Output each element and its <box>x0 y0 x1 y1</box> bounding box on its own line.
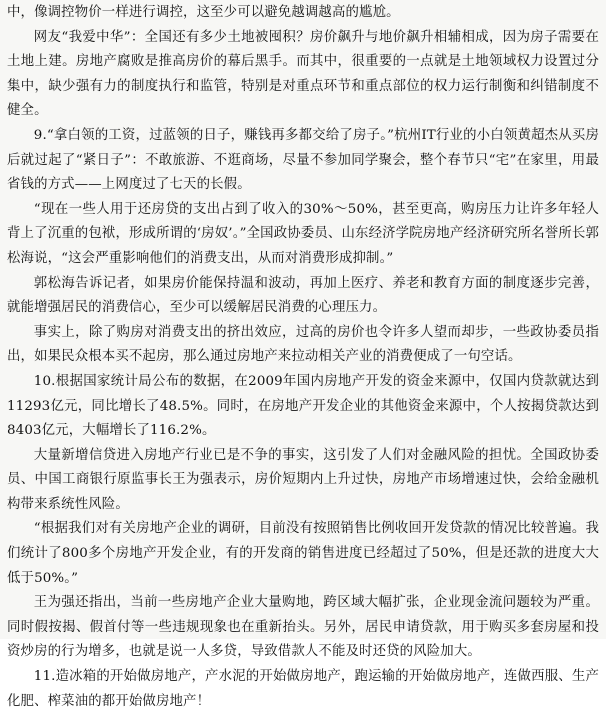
paragraph-item-10: 10.根据国家统计局公布的数据，在2009年国内房地产开发的资金来源中，仅国内贷款就达到11293亿元，同比增长了48.5%。同时，在房地产开发企业的其他资金来源中，个人按揭贷款达到8403亿元，大幅增长了116.2%。 <box>7 373 599 439</box>
paragraph-quote-survey: “根据我们对有关房地产企业的调研，目前没有按照销售比例收回开发贷款的情况比较普遍。我们统计了800多个房地产开发企业，有的开发商的销售进度已经超过了50%，但是还款的进度大大低于50%。” <box>7 521 599 586</box>
paragraph-continuation: 中，像调控物价一样进行调控，这至少可以避免越调越高的尴尬。 <box>7 5 400 20</box>
paragraph-guo-songhai: 郭松海告诉记者，如果房价能保持温和波动，再加上医疗、养老和教育方面的制度逐步完善，就能增强居民的消费信心，至少可以缓解居民消费的心理压力。 <box>7 275 599 316</box>
paragraph-netizen-comment: 网友“我爱中华”：全国还有多少土地被囤积？房价飙升与地价飙升相辅相成，因为房子需要在土地上建。房地产腐败是推高房价的幕后黑手。而其中，很重要的一点就是土地领域权力设置过分集中，缺少强有力的制度执行和监管，特别是对重点环节和重点部位的权力运行制衡和纠错制度不健全。 <box>7 29 599 119</box>
paragraph-item-11: 11.造冰箱的开始做房地产，产水泥的开始做房地产，跑运输的开始做房地产，连做西服、生产化肥、榨菜油的都开始做房地产！ <box>7 669 599 709</box>
paragraph-wang-weiqiang: 王为强还指出，当前一些房地产企业大量购地，跨区域大幅扩张，企业现金流问题较为严重。同时假按揭、假首付等一些违规现象也在重新抬头。另外，居民申请贷款，用于购买多套房屋和投资炒房的行为增多，也就是说一人多贷，导致借款人不能及时还贷的风险加大。 <box>7 595 599 660</box>
paragraph-financial-risk: 大量新增信贷进入房地产行业已是不争的事实，这引发了人们对金融风险的担忧。全国政协委员、中国工商银行原监事长王为强表示，房价短期内上升过快，房地产市场增速过快，会给金融机构带来系统性风险。 <box>7 447 599 512</box>
paragraph-crowding-out: 事实上，除了购房对消费支出的挤出效应，过高的房价也令许多人望而却步，一些政协委员指出，如果民众根本买不起房，那么通过房地产来拉动相关产业的消费便成了一句空话。 <box>7 324 599 365</box>
paragraph-item-9: 9.“拿白领的工资，过蓝领的日子，赚钱再多都交给了房子。”杭州IT行业的小白领黄超杰从买房后就过起了“紧日子”：不敢旅游、不逛商场，尽量不参加同学聚会，整个春节只“宅”在家里，用最省钱的方式——上网度过了七天的长假。 <box>7 127 599 193</box>
paragraph-mortgage-burden: “现在一些人用于还房贷的支出占到了收入的30%～50%，甚至更高，购房压力让许多年轻人背上了沉重的包袱，形成所谓的‘房奴’。”全国政协委员、山东经济学院房地产经济研究所名誉所长郭松海说，“这会严重影响他们的消费支出，从而对消费形成抑制。” <box>7 201 599 266</box>
